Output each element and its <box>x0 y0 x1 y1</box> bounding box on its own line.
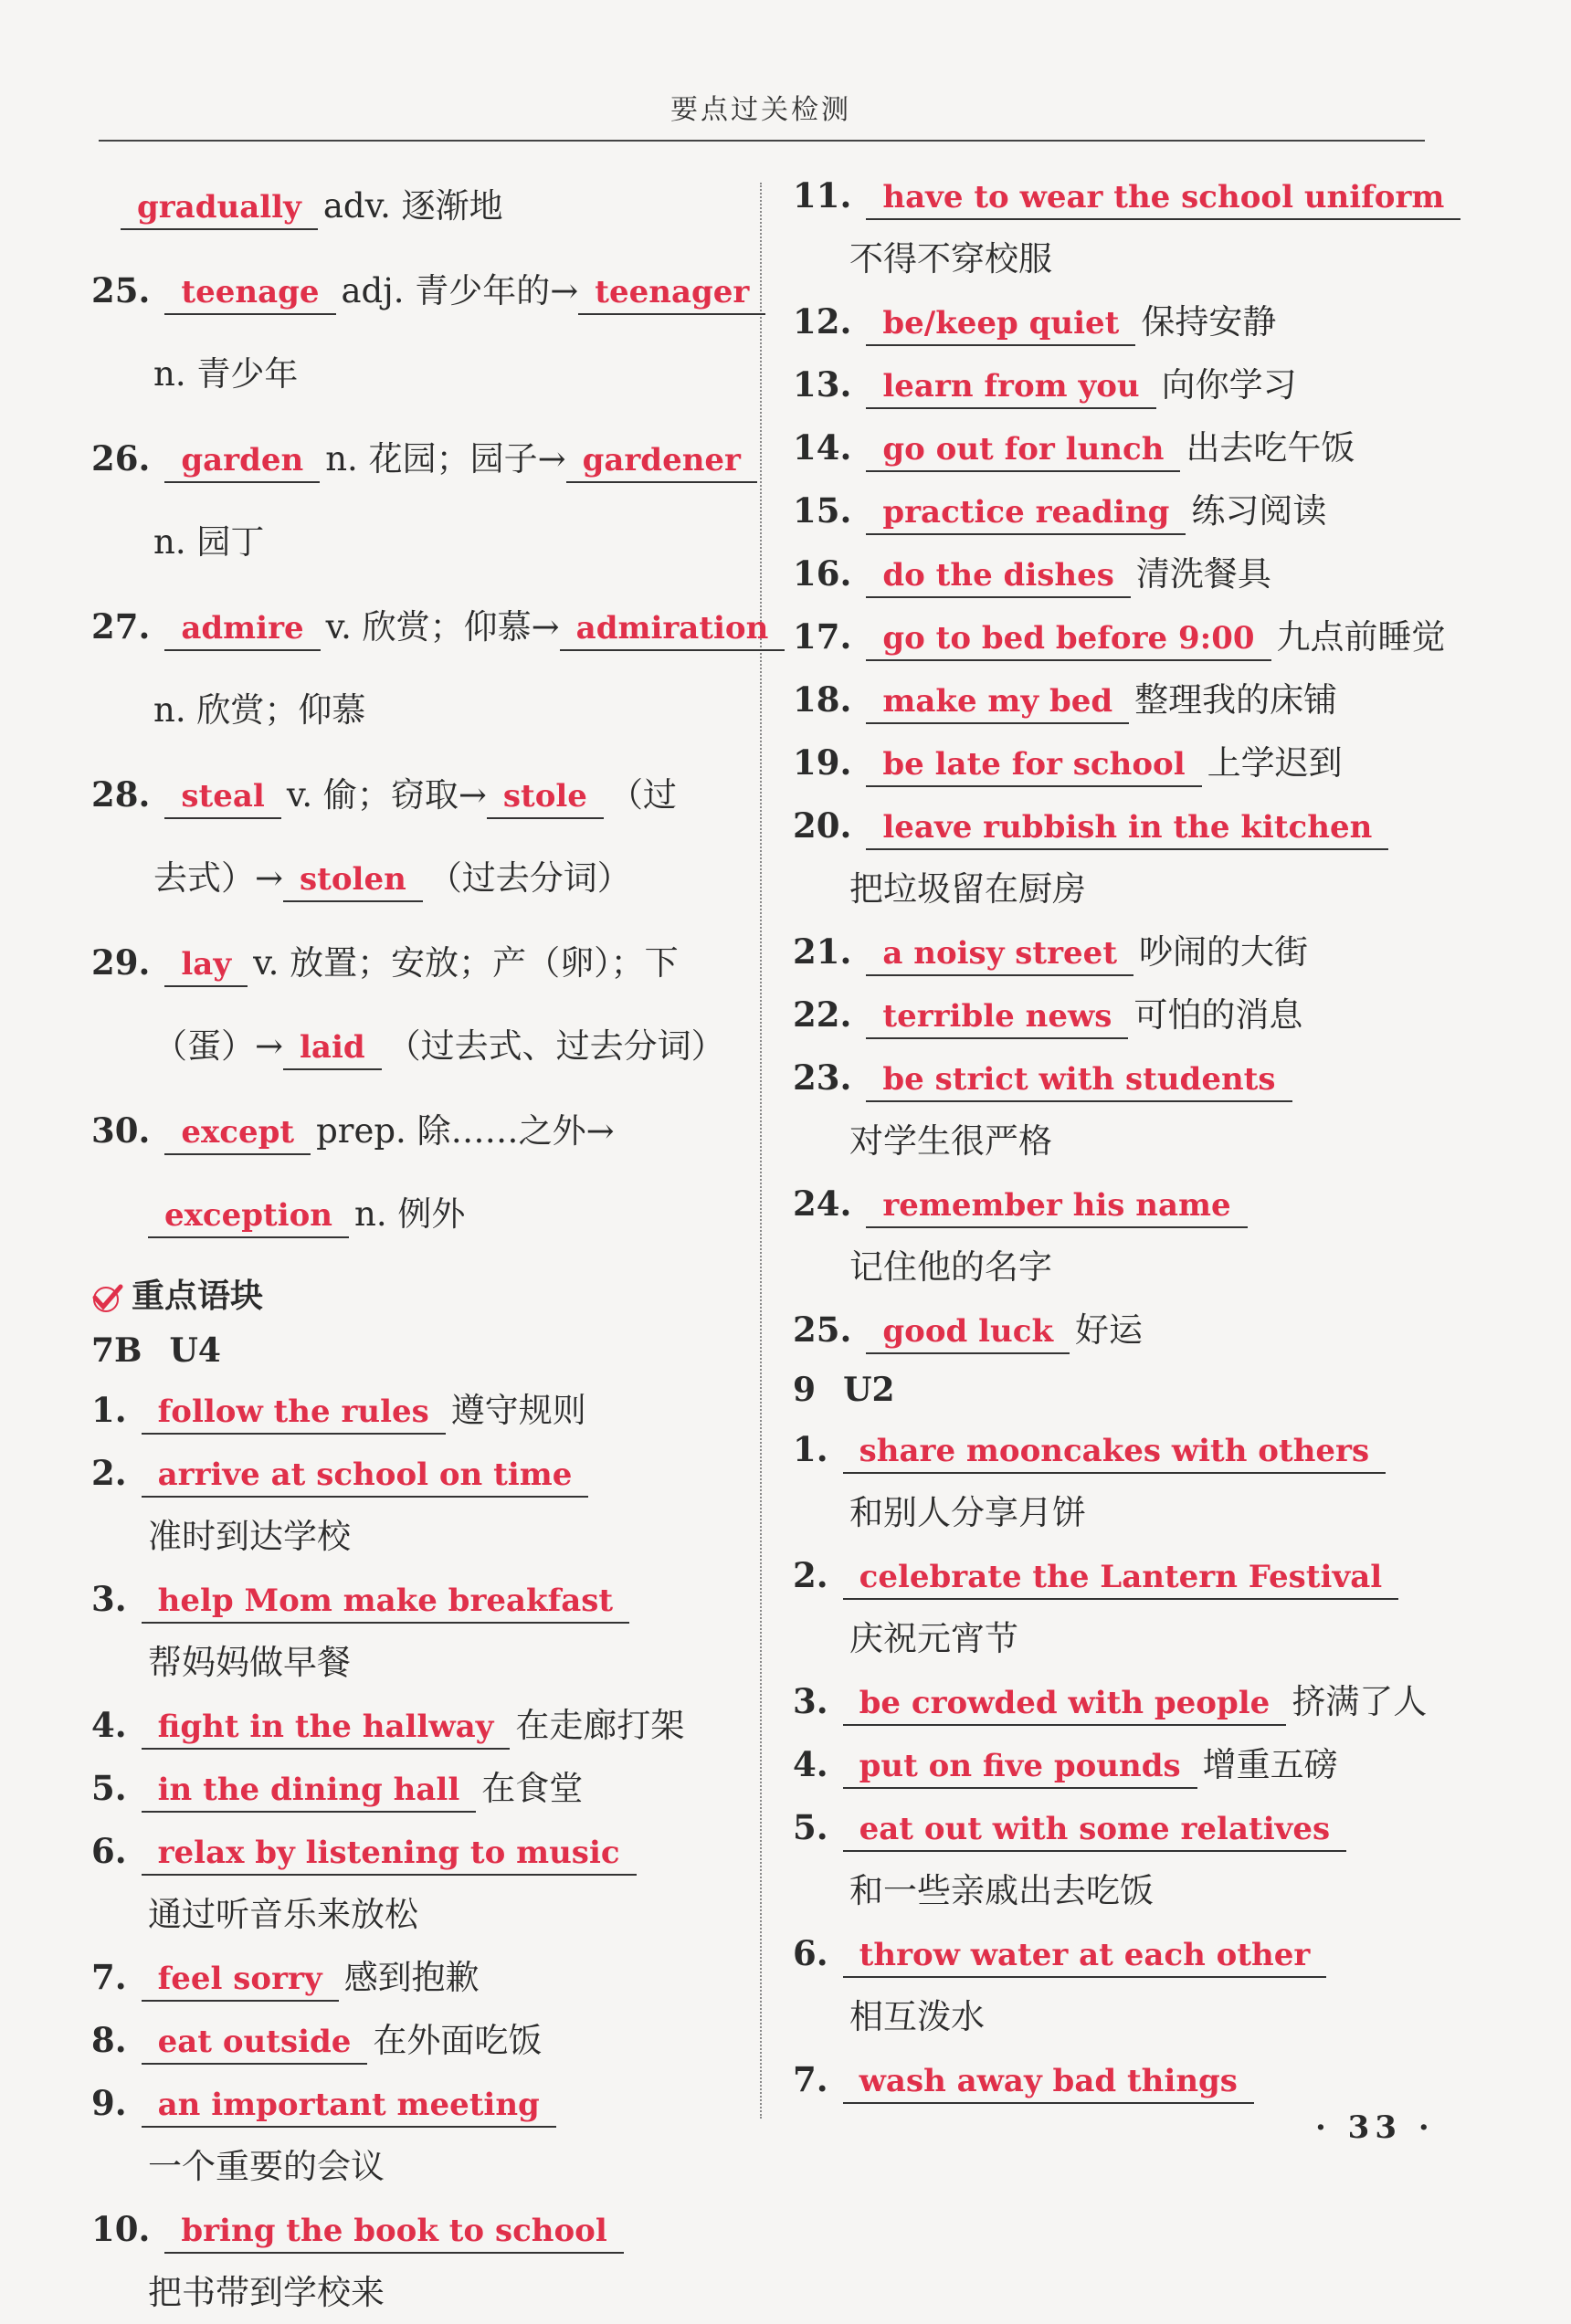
list-item <box>91 1379 740 1442</box>
vocab-continuation <box>91 668 740 752</box>
phrase-list-left <box>91 1379 740 2324</box>
item-meaning: 可怕的消息 <box>1133 995 1303 1035</box>
checkmark-icon <box>91 1281 124 1314</box>
item-number: 7. <box>793 2059 828 2099</box>
unit-label-left <box>91 1322 740 1379</box>
list-item <box>793 1796 1432 1859</box>
item-meaning: 上学迟到 <box>1207 743 1343 783</box>
item-number: 12. <box>793 301 852 342</box>
item-number: 27. <box>91 606 151 647</box>
answer-blank: laid <box>283 1028 382 1070</box>
item-number: 6. <box>793 1933 828 1973</box>
header-rule <box>99 140 1425 142</box>
vocab-item <box>91 248 750 332</box>
item-meaning: n. 青少年 <box>153 354 299 394</box>
item-number: 21. <box>793 931 852 972</box>
list-item <box>91 2072 740 2135</box>
item-number: 13. <box>793 364 852 405</box>
vocab-continuation <box>91 500 740 584</box>
answer-blank: put on five pounds <box>843 1747 1197 1789</box>
vocab-continuation <box>91 332 740 416</box>
item-number: 28. <box>91 774 151 815</box>
answer-blank: leave rubbish in the kitchen <box>866 808 1388 850</box>
item-meaning-line: 通过听音乐来放松 <box>148 1895 418 1934</box>
list-item <box>793 416 1432 479</box>
answer-blank: gardener <box>566 441 757 483</box>
section-title-text: 重点语块 <box>132 1278 264 1315</box>
answer-blank: admire <box>164 609 320 651</box>
list-item <box>91 1442 740 1505</box>
item-meaning: 好运 <box>1075 1310 1144 1350</box>
item-meaning-line: 准时到达学校 <box>148 1517 351 1556</box>
answer-blank: except <box>164 1113 311 1155</box>
section-title <box>91 1271 740 1322</box>
list-item <box>793 605 1446 668</box>
item-meaning: n. 例外 <box>354 1194 466 1234</box>
item-meaning: （过去分词） <box>427 858 631 898</box>
item-meaning: prep. 除……之外→ <box>316 1111 615 1151</box>
item-number: 14. <box>793 427 852 468</box>
list-item <box>793 794 1432 857</box>
item-number: 11. <box>793 175 852 216</box>
item-number: 23. <box>793 1057 852 1098</box>
list-item <box>793 1922 1432 1985</box>
vocab-continuation <box>91 1173 740 1257</box>
answer-blank: admiration <box>560 609 786 651</box>
item-number: 6. <box>91 1831 127 1871</box>
answer-blank: relax by listening to music <box>142 1834 637 1876</box>
answer-blank: good luck <box>866 1312 1070 1354</box>
answer-blank: be late for school <box>866 745 1201 787</box>
list-item <box>91 2009 740 2072</box>
list-item <box>793 920 1432 983</box>
answer-blank: be strict with students <box>866 1060 1292 1102</box>
list-item <box>793 1046 1432 1109</box>
page-header: 要点过关检测 <box>670 94 851 126</box>
unit-number: U4 <box>169 1331 221 1370</box>
unit-grade: 7B <box>91 1331 142 1370</box>
answer-blank: go out for lunch <box>866 430 1180 472</box>
item-number: 20. <box>793 805 852 846</box>
item-meaning: n. 园丁 <box>153 522 265 562</box>
item-meaning: 保持安静 <box>1141 302 1277 342</box>
item-meaning: 在外面吃饭 <box>373 2021 543 2060</box>
phrase-list-right-2 <box>793 1418 1432 2111</box>
list-item <box>793 1670 1432 1733</box>
answer-blank: gradually <box>121 188 318 230</box>
answer-blank: garden <box>164 441 320 483</box>
item-meaning-line: 不得不穿校服 <box>849 239 1052 279</box>
answer-blank: be crowded with people <box>843 1684 1287 1726</box>
list-item <box>91 1568 740 1631</box>
item-meaning: n. 花园；园子→ <box>325 439 566 478</box>
answer-blank: go to bed before 9:00 <box>866 619 1271 661</box>
answer-blank: learn from you <box>866 367 1155 409</box>
answer-blank: follow the rules <box>142 1393 446 1435</box>
unit-number: U2 <box>843 1371 895 1409</box>
list-item <box>793 1733 1432 1796</box>
list-item <box>91 1757 740 1820</box>
list-item <box>793 2048 1432 2111</box>
item-meaning: 吵闹的大街 <box>1139 932 1309 972</box>
right-column <box>793 164 1446 2111</box>
item-number: 30. <box>91 1110 151 1151</box>
answer-blank: feel sorry <box>142 1960 339 2002</box>
vocab-continuation <box>91 1004 740 1088</box>
list-item <box>793 731 1432 794</box>
list-item <box>91 1946 740 2009</box>
item-number: 3. <box>91 1579 127 1619</box>
left-column <box>91 164 769 2324</box>
item-meaning-line: 一个重要的会议 <box>148 2147 385 2186</box>
answer-blank: eat out with some relatives <box>843 1810 1347 1852</box>
answer-blank: arrive at school on time <box>142 1456 589 1498</box>
answer-blank: lay <box>164 945 248 987</box>
answer-blank: fight in the hallway <box>142 1708 511 1750</box>
answer-blank: in the dining hall <box>142 1771 477 1813</box>
item-meaning: v. 放置；安放；产（卵）；下 <box>253 943 679 983</box>
item-number: 3. <box>793 1681 828 1721</box>
answer-blank: bring the book to school <box>164 2212 623 2254</box>
answer-blank: wash away bad things <box>843 2062 1254 2104</box>
answer-blank: remember his name <box>866 1186 1247 1228</box>
item-meaning: 向你学习 <box>1161 365 1297 405</box>
item-meaning: （过去式、过去分词） <box>386 1026 725 1066</box>
item-number: 29. <box>91 942 151 983</box>
list-item <box>793 1418 1432 1481</box>
answer-blank: have to wear the school uniform <box>866 178 1460 220</box>
item-number: 10. <box>91 2209 151 2249</box>
vocab-item <box>91 584 769 668</box>
answer-blank: exception <box>148 1196 349 1238</box>
item-meaning-line: 记住他的名字 <box>849 1247 1052 1287</box>
answer-blank: do the dishes <box>866 556 1131 598</box>
item-meaning: 练习阅读 <box>1191 491 1327 531</box>
answer-blank: teenage <box>164 273 335 315</box>
list-item <box>793 668 1432 731</box>
answer-blank: make my bed <box>866 682 1129 724</box>
vocab-item <box>91 416 740 500</box>
list-item <box>793 983 1432 1046</box>
list-item <box>793 353 1432 416</box>
item-number: 1. <box>793 1429 828 1469</box>
item-meaning: 整理我的床铺 <box>1134 680 1338 720</box>
item-meaning: 遵守规则 <box>450 1391 586 1430</box>
answer-blank: terrible news <box>866 997 1128 1039</box>
item-meaning: （蛋）→ <box>153 1026 284 1066</box>
vocab-item <box>91 1088 740 1173</box>
item-meaning-line: 庆祝元宵节 <box>849 1619 1018 1658</box>
item-meaning: 感到抱歉 <box>343 1958 480 1997</box>
column-divider <box>760 183 762 2119</box>
item-number: 25. <box>91 270 151 310</box>
answer-blank: help Mom make breakfast <box>142 1582 629 1624</box>
item-number: 5. <box>91 1768 127 1808</box>
item-number: 9. <box>91 2083 127 2123</box>
item-meaning: 挤满了人 <box>1292 1682 1428 1721</box>
list-item <box>91 1694 740 1757</box>
item-number: 1. <box>91 1390 127 1430</box>
list-item <box>793 1544 1432 1607</box>
item-number: 24. <box>793 1183 852 1224</box>
list-item <box>793 1299 1432 1362</box>
item-number: 5. <box>793 1807 828 1847</box>
item-meaning: adv. 逐渐地 <box>322 186 503 226</box>
list-item <box>793 1173 1432 1236</box>
item-number: 2. <box>793 1555 828 1595</box>
answer-blank: a noisy street <box>866 934 1133 976</box>
item-meaning-line: 相互泼水 <box>849 1997 985 2036</box>
unit-label-right <box>793 1362 1432 1418</box>
answer-blank: eat outside <box>142 2023 368 2065</box>
item-meaning: v. 欣赏；仰慕→ <box>325 607 560 647</box>
list-item <box>793 479 1432 542</box>
vocab-continuation <box>91 836 740 920</box>
item-meaning-line: 对学生很严格 <box>849 1121 1052 1161</box>
item-meaning-line: 帮妈妈做早餐 <box>148 1643 351 1682</box>
item-number: 25. <box>793 1309 852 1350</box>
item-number: 16. <box>793 553 852 594</box>
vocab-item <box>91 752 740 836</box>
answer-blank: teenager <box>578 273 765 315</box>
item-number: 7. <box>91 1957 127 1997</box>
item-meaning: 增重五磅 <box>1202 1745 1338 1784</box>
page-number: · 33 · <box>1315 2109 1435 2146</box>
answer-blank: steal <box>164 777 280 819</box>
answer-blank: celebrate the Lantern Festival <box>843 1558 1399 1600</box>
item-meaning-line: 把垃圾留在厨房 <box>849 869 1086 909</box>
item-meaning: adj. 青少年的→ <box>341 271 579 310</box>
item-number: 2. <box>91 1453 127 1493</box>
item-number: 19. <box>793 742 852 783</box>
item-number: 15. <box>793 490 852 531</box>
answer-blank: practice reading <box>866 493 1186 535</box>
item-meaning-line: 和一些亲戚出去吃饭 <box>849 1871 1154 1910</box>
item-meaning: n. 欣赏；仰慕 <box>153 690 366 730</box>
item-meaning: 出去吃午饭 <box>1186 428 1355 468</box>
item-number: 18. <box>793 679 852 720</box>
item-number: 26. <box>91 438 151 478</box>
vocab-list <box>91 164 769 1257</box>
item-meaning: 去式）→ <box>153 858 284 898</box>
vocab-item <box>91 164 740 248</box>
item-meaning-line: 把书带到学校来 <box>148 2273 385 2312</box>
answer-blank: throw water at each other <box>843 1936 1327 1978</box>
item-meaning-line: 和别人分享月饼 <box>849 1493 1086 1532</box>
list-item <box>91 1820 740 1883</box>
answer-blank: stole <box>487 777 604 819</box>
list-item <box>91 2198 740 2261</box>
item-meaning: 九点前睡觉 <box>1276 617 1446 657</box>
list-item <box>793 164 1445 227</box>
item-meaning: 在走廊打架 <box>515 1706 685 1745</box>
item-number: 4. <box>793 1744 828 1784</box>
item-number: 17. <box>793 616 852 657</box>
item-meaning: v. 偷；窃取→ <box>286 775 487 815</box>
answer-blank: be/keep quiet <box>866 304 1135 346</box>
list-item <box>793 542 1432 605</box>
answer-blank: an important meeting <box>142 2086 556 2128</box>
item-number: 22. <box>793 994 852 1035</box>
vocab-item <box>91 920 740 1004</box>
item-meaning: 在食堂 <box>481 1769 584 1808</box>
unit-grade: 9 <box>793 1371 817 1409</box>
item-meaning: 清洗餐具 <box>1135 554 1271 594</box>
list-item <box>793 290 1432 353</box>
answer-blank: stolen <box>283 860 423 902</box>
item-meaning: （过 <box>608 775 677 815</box>
answer-blank: share mooncakes with others <box>843 1432 1386 1474</box>
item-number: 4. <box>91 1705 127 1745</box>
item-number: 8. <box>91 2020 127 2060</box>
phrase-list-right <box>793 164 1446 1362</box>
